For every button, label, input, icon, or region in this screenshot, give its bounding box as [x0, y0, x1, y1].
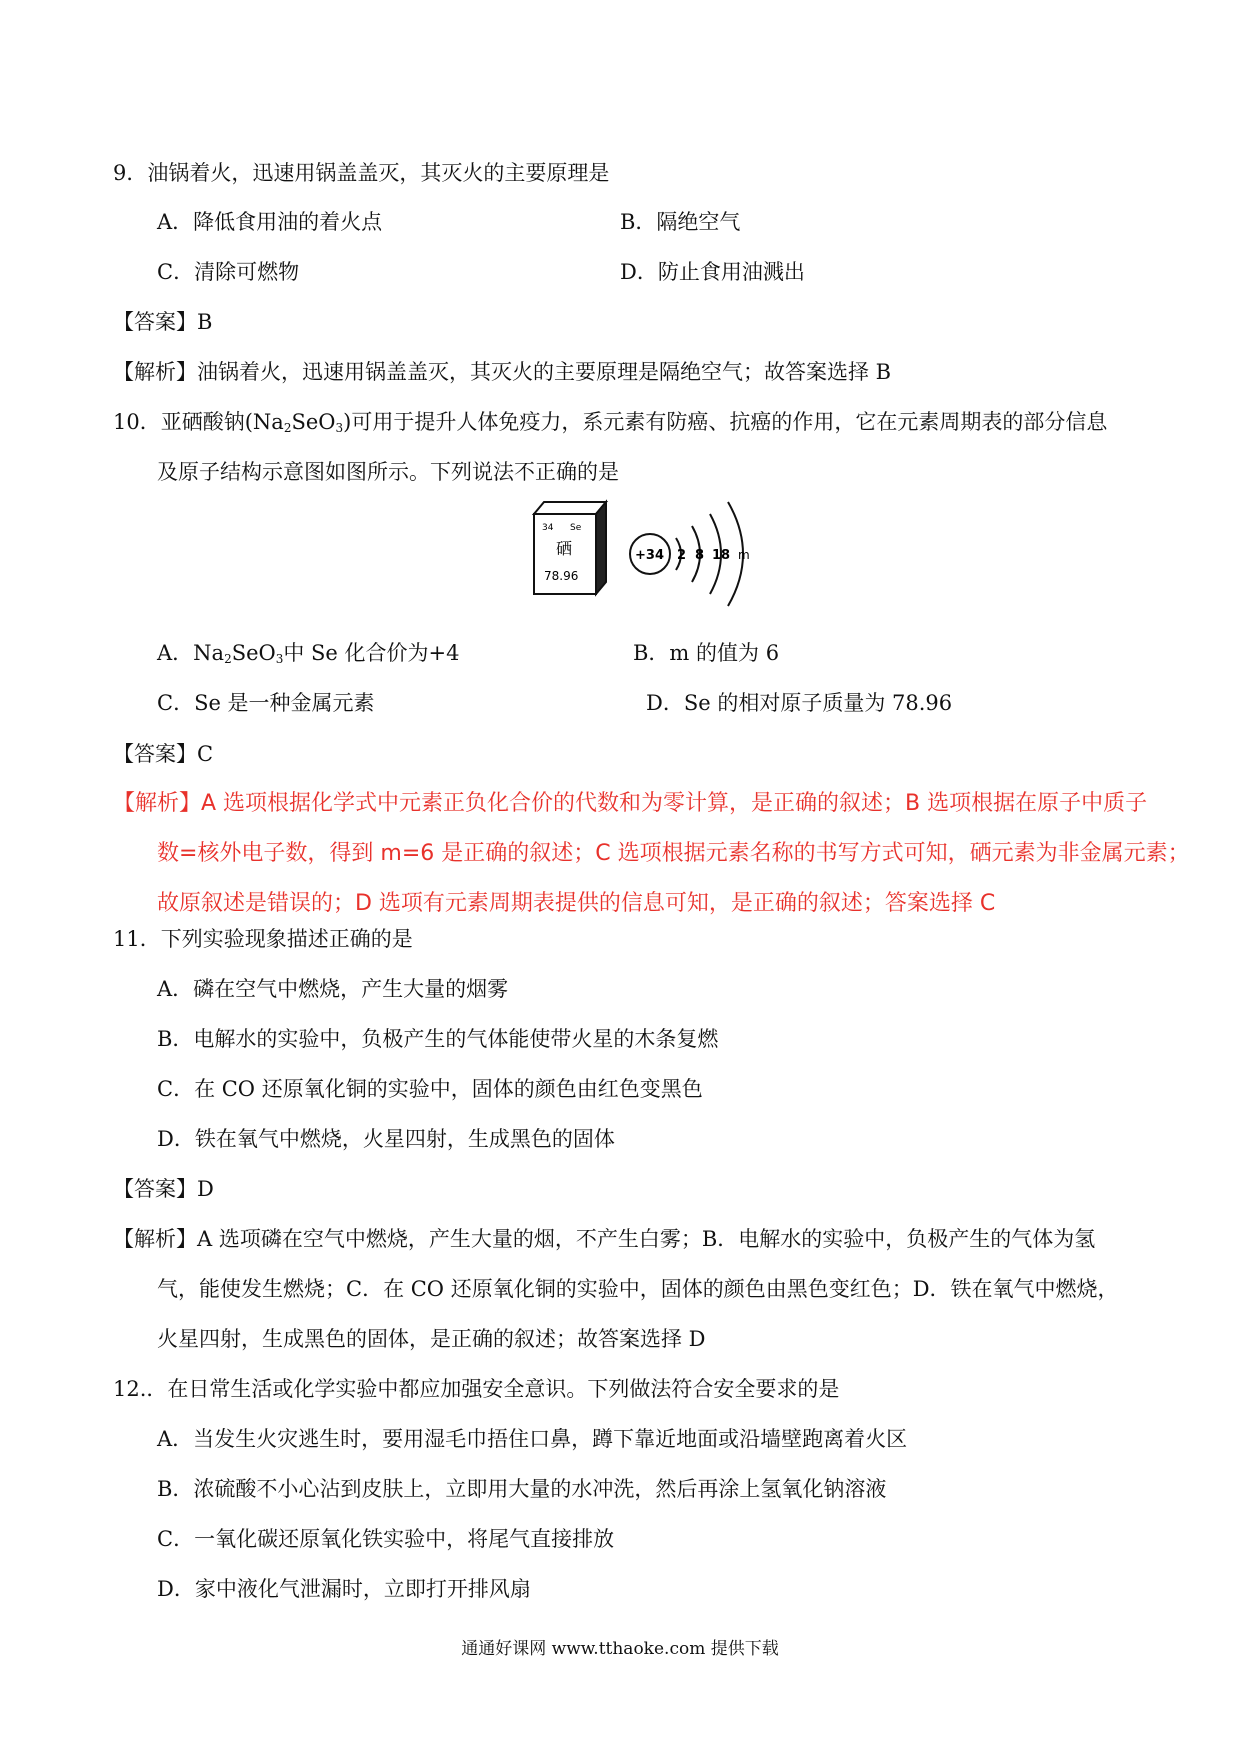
q10-analysis-line1: 【解析】A 选项根据化学式中元素正负化合价的代数和为零计算，是正确的叙述；B 选项根据在原子中质子 — [113, 791, 1148, 816]
q11-answer: 【答案】D — [113, 1177, 214, 1201]
q10-option-a-sub: 3 — [275, 652, 284, 666]
q10-option-a-text: SeO — [231, 641, 276, 665]
q10-stem-text: SeO — [291, 410, 336, 434]
q10-analysis-line3: 故原叙述是错误的；D 选项有元素周期表提供的信息可知，是正确的叙述；答案选择 C — [157, 891, 996, 916]
page-footer: 通通好课网 www.tthaoke.com 提供下载 — [461, 1639, 779, 1659]
q10-stem-sub: 3 — [335, 421, 344, 435]
q9-option-b: B．隔绝空气 — [620, 210, 741, 234]
q11-option-b: B．电解水的实验中，负极产生的气体能使带火星的木条复燃 — [157, 1027, 719, 1051]
q9-option-d: D．防止食用油溅出 — [620, 260, 805, 284]
q10-stem-text: 10．亚硒酸钠(Na — [113, 410, 284, 434]
q12-option-c: C．一氧化碳还原氧化铁实验中，将尾气直接排放 — [157, 1527, 615, 1551]
atomic-structure-diagram — [630, 502, 750, 606]
q9-stem: 9．油锅着火，迅速用锅盖盖灭，其灭火的主要原理是 — [113, 161, 610, 185]
q10-option-c: C．Se 是一种金属元素 — [157, 691, 375, 715]
q11-option-a: A．磷在空气中燃烧，产生大量的烟雾 — [157, 977, 509, 1001]
atomic-mass: 78.96 — [544, 569, 579, 583]
element-name: 硒 — [556, 539, 573, 558]
shell-count: 18 — [712, 548, 731, 563]
shell-count: 2 — [677, 548, 687, 563]
q9-option-a: A．降低食用油的着火点 — [157, 210, 383, 234]
q11-analysis-line3: 火星四射，生成黑色的固体，是正确的叙述；故答案选择 D — [157, 1327, 706, 1351]
q10-analysis-line2: 数=核外电子数，得到 m=6 是正确的叙述；C 选项根据元素名称的书写方式可知，硒元素为非金属元素； — [157, 841, 1190, 866]
q10-stem-text: )可用于提升人体免疫力，系元素有防癌、抗癌的作用，它在元素周期表的部分信息 — [343, 410, 1108, 434]
q10-option-a-text: 中 Se 化合价为+4 — [283, 641, 460, 665]
q11-option-c: C．在 CO 还原氧化铜的实验中，固体的颜色由红色变黑色 — [157, 1077, 703, 1101]
atomic-number: 34 — [542, 523, 554, 533]
shell-count: 8 — [695, 548, 705, 563]
nucleus-charge: +34 — [635, 548, 664, 563]
q10-answer: 【答案】C — [113, 742, 214, 766]
q12-option-b: B．浓硫酸不小心沾到皮肤上，立即用大量的水冲洗，然后再涂上氢氧化钠溶液 — [157, 1477, 887, 1501]
q9-answer: 【答案】B — [113, 310, 213, 334]
selenium-figure — [526, 488, 766, 612]
q10-option-a-text: A．Na — [157, 641, 225, 665]
shell-count: m — [738, 548, 750, 562]
q9-option-c: C．清除可燃物 — [157, 260, 300, 284]
q10-option-d: D．Se 的相对原子质量为 78.96 — [646, 691, 953, 715]
q10-option-a-sub: 2 — [224, 652, 232, 666]
q10-option-a — [157, 638, 460, 674]
periodic-table-cell — [534, 502, 606, 594]
q11-option-d: D．铁在氧气中燃烧，火星四射，生成黑色的固体 — [157, 1127, 615, 1151]
q11-stem: 11．下列实验现象描述正确的是 — [113, 927, 413, 951]
q9-analysis: 【解析】油锅着火，迅速用锅盖盖灭，其灭火的主要原理是隔绝空气；故答案选择 B — [113, 360, 892, 384]
q10-option-b: B．m 的值为 6 — [633, 641, 780, 665]
q10-stem — [113, 407, 1107, 443]
q12-option-d: D．家中液化气泄漏时，立即打开排风扇 — [157, 1577, 531, 1601]
q12-stem: 12.．在日常生活或化学实验中都应加强安全意识。下列做法符合安全要求的是 — [113, 1377, 840, 1401]
q11-analysis-line1: 【解析】A 选项磷在空气中燃烧，产生大量的烟，不产生白雾；B．电解水的实验中，负极产生的气体为氢 — [113, 1227, 1096, 1251]
q10-stem-line2: 及原子结构示意图如图所示。下列说法不正确的是 — [157, 460, 619, 484]
q10-stem-sub: 2 — [283, 421, 292, 435]
element-symbol: Se — [570, 523, 582, 533]
q11-analysis-line2: 气，能使发生燃烧；C．在 CO 还原氧化铜的实验中，固体的颜色由黑色变红色；D．铁在氧气中燃烧， — [157, 1277, 1119, 1301]
q12-option-a: A．当发生火灾逃生时，要用湿毛巾捂住口鼻，蹲下靠近地面或沿墙壁跑离着火区 — [157, 1427, 908, 1451]
